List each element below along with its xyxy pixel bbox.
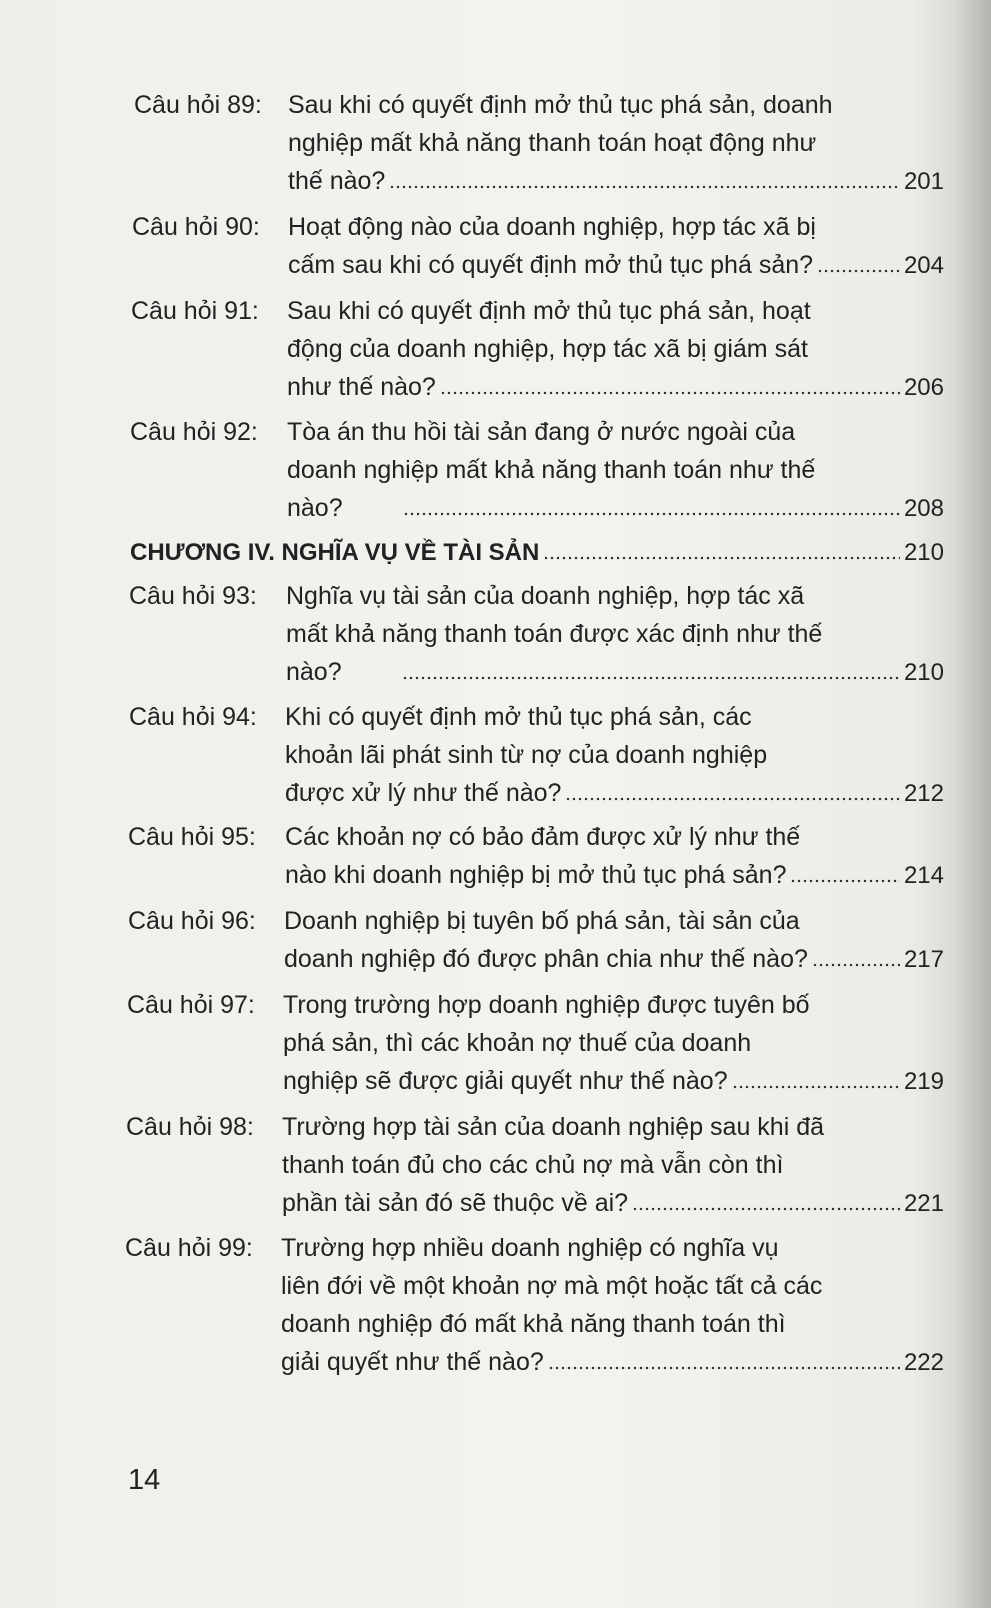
- entry-text: thế nào?: [288, 167, 386, 195]
- entry-text: động của doanh nghiệp, hợp tác xã bị giám sát: [287, 335, 808, 363]
- page-ref: 212: [903, 780, 944, 807]
- question-label: Câu hỏi 94:: [129, 703, 257, 731]
- entry-text: được xử lý như thế nào?: [285, 779, 562, 807]
- entry-last-line: [288, 162, 944, 201]
- entry-text: nào?: [286, 658, 342, 686]
- question-label: Câu hỏi 90:: [132, 213, 260, 241]
- entry-text: Hoạt động nào của doanh nghiệp, hợp tác xã bị: [288, 213, 816, 241]
- entry-last-line: [287, 489, 944, 528]
- entry-text: nghiệp mất khả năng thanh toán hoạt động như: [288, 129, 817, 157]
- entry-text: giải quyết như thế nào?: [281, 1348, 544, 1376]
- dot-leader: [389, 165, 900, 189]
- entry-last-line: [286, 653, 944, 692]
- page-edge-shadow: [951, 0, 991, 1608]
- entry-text: liên đới về một khoản nợ mà một hoặc tất cả các: [281, 1272, 823, 1300]
- entry-text: Các khoản nợ có bảo đảm được xử lý như thế: [285, 823, 801, 851]
- question-label: Câu hỏi 91:: [131, 297, 259, 325]
- question-label: Câu hỏi 99:: [125, 1234, 253, 1262]
- page-number: 14: [128, 1464, 161, 1496]
- dot-leader: [812, 943, 900, 967]
- question-label: Câu hỏi 97:: [127, 991, 255, 1019]
- page-ref: 222: [903, 1349, 944, 1376]
- entry-text: Trường hợp tài sản của doanh nghiệp sau khi đã: [282, 1113, 825, 1141]
- entry-last-line: [285, 856, 944, 895]
- entry-text: nghiệp sẽ được giải quyết như thế nào?: [283, 1067, 728, 1095]
- entry-last-line: [285, 774, 944, 813]
- entry-text: Trường hợp nhiều doanh nghiệp có nghĩa vụ: [281, 1234, 779, 1262]
- dot-leader: [548, 1346, 900, 1370]
- entry-text: doanh nghiệp đó mất khả năng thanh toán thì: [281, 1310, 786, 1338]
- page-ref: 206: [903, 374, 944, 401]
- dot-leader: [632, 1187, 900, 1211]
- dot-leader: [440, 371, 900, 395]
- entry-last-line: [284, 940, 944, 979]
- page-ref: 204: [903, 252, 944, 279]
- dot-leader: [790, 859, 899, 883]
- page-ref: 221: [903, 1190, 944, 1217]
- entry-text: Sau khi có quyết định mở thủ tục phá sản, doanh: [288, 91, 833, 119]
- question-label: Câu hỏi 96:: [128, 907, 256, 935]
- entry-text: phần tài sản đó sẽ thuộc về ai?: [282, 1189, 629, 1217]
- entry-text: doanh nghiệp đó được phân chia như thế nào?: [284, 945, 808, 973]
- question-label: Câu hỏi 92:: [130, 418, 258, 446]
- entry-last-line: [282, 1184, 944, 1223]
- entry-text: Trong trường hợp doanh nghiệp được tuyên bố: [283, 991, 810, 1019]
- entry-text: doanh nghiệp mất khả năng thanh toán như thế: [287, 456, 816, 484]
- page-ref: 214: [903, 862, 944, 889]
- dot-leader: [817, 249, 900, 273]
- chapter-line: [130, 534, 944, 572]
- page-ref: 210: [903, 659, 944, 686]
- entry-text: Sau khi có quyết định mở thủ tục phá sản, hoạt: [287, 297, 811, 325]
- dot-leader: [565, 777, 899, 801]
- entry-text: khoản lãi phát sinh từ nợ của doanh nghiệp: [285, 741, 768, 769]
- dot-leader: [403, 492, 900, 516]
- question-label: Câu hỏi 95:: [128, 823, 256, 851]
- dot-leader: [543, 536, 900, 560]
- question-label: Câu hỏi 93:: [129, 582, 257, 610]
- dot-leader: [732, 1065, 900, 1089]
- entry-text: Nghĩa vụ tài sản của doanh nghiệp, hợp tác xã: [286, 582, 805, 610]
- question-label: Câu hỏi 98:: [126, 1113, 254, 1141]
- chapter-title: CHƯƠNG IV. NGHĨA VỤ VỀ TÀI SẢN: [130, 539, 540, 566]
- entry-text: mất khả năng thanh toán được xác định như thế: [286, 620, 823, 648]
- entry-text: nào khi doanh nghiệp bị mở thủ tục phá sản?: [285, 861, 787, 889]
- page-ref: 219: [903, 1068, 944, 1095]
- entry-text: cấm sau khi có quyết định mở thủ tục phá sản?: [288, 251, 814, 279]
- page-ref: 208: [903, 495, 944, 522]
- entry-text: Doanh nghiệp bị tuyên bố phá sản, tài sản của: [284, 907, 800, 935]
- question-label: Câu hỏi 89:: [134, 91, 262, 119]
- page-ref: 201: [903, 168, 944, 195]
- entry-text: như thế nào?: [287, 373, 436, 401]
- entry-text: Tòa án thu hồi tài sản đang ở nước ngoài của: [287, 418, 796, 446]
- entry-text: thanh toán đủ cho các chủ nợ mà vẫn còn thì: [282, 1151, 784, 1179]
- entry-text: phá sản, thì các khoản nợ thuế của doanh: [283, 1029, 752, 1057]
- entry-last-line: [283, 1062, 944, 1101]
- dot-leader: [402, 656, 900, 680]
- entry-last-line: [287, 368, 944, 407]
- entry-last-line: [288, 246, 944, 285]
- entry-text: Khi có quyết định mở thủ tục phá sản, các: [285, 703, 752, 731]
- page-ref: 217: [903, 946, 944, 973]
- entry-text: nào?: [287, 494, 343, 522]
- entry-last-line: [281, 1343, 944, 1382]
- page-ref: 210: [903, 539, 944, 566]
